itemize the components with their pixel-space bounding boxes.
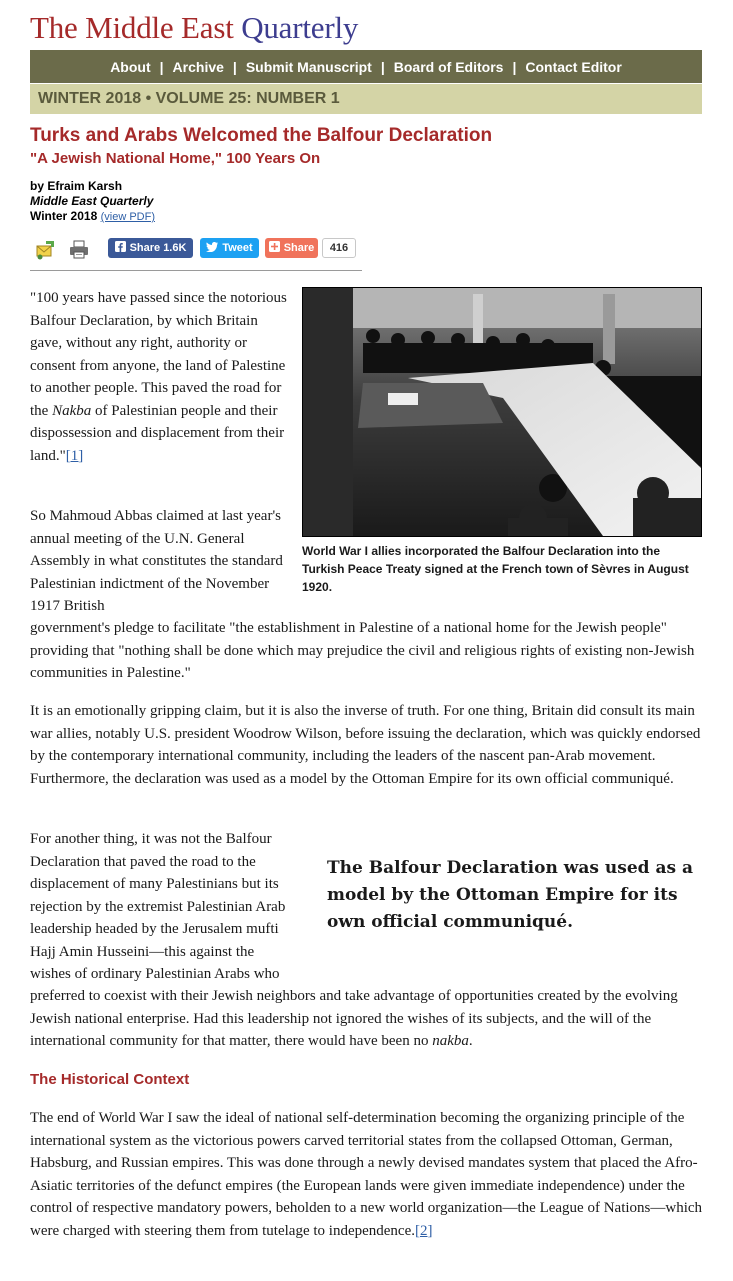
view-pdf-link[interactable]: (view PDF) <box>100 211 155 223</box>
treaty-photo <box>302 287 702 537</box>
author: by Efraim Karsh <box>30 179 123 193</box>
paragraph-text: The end of World War I saw the ideal of national self-determination becoming the organizing principle of the international system as the victorious powers carved territorial states from the collapsed Ottoman, German, Habsburg, and Russian empires. This was done through a newly devised mandates system that placed the Afro-Asiatic territories of the defunct empires (the European lands were given immediate independence) under the control of respective mandatory powers, beholden to a new world organization—the League of Nations—which were charged with steering them from tutelage to independence. <box>30 1110 703 1239</box>
footnote-link-1[interactable]: [1] <box>65 447 84 464</box>
footnote-link-2[interactable]: [2] <box>415 1222 433 1239</box>
nav-submit-manuscript[interactable]: Submit Manuscript <box>245 58 372 75</box>
paragraph-italic: nakba <box>432 1033 469 1049</box>
article-figure <box>302 287 702 596</box>
share-toolbar <box>34 236 364 260</box>
paragraph-inverse-truth: It is an emotionally gripping claim, but it is also the inverse of truth. For one thing, Britain did consult its main war allies, notably U.S. president Woodrow Wilson, before issuing the declaration, which was quickly endorsed by the contemporary international community, including the leaders of the nascent pan-Arab movement. Furthermore, the declaration was used as a model by the Ottoman Empire for its own official communiqué. <box>30 703 701 787</box>
print-icon[interactable] <box>68 238 90 265</box>
nav-separator: | <box>380 58 385 75</box>
tweet-button[interactable] <box>200 238 259 258</box>
paragraph-abbas-narrow: So Mahmoud Abbas claimed at last year's annual meeting of the U.N. General Assembly in what constitutes the standard Palestinian indictment of the November 1917 British <box>30 508 283 614</box>
facebook-icon <box>115 241 126 255</box>
nav-separator: | <box>512 58 517 75</box>
paragraph-text: "100 years have passed since the notorious Balfour Declaration, by which Britain gave, without any right, authority or consent from anyone, the land of Palestine to another people. This paved the road for the <box>30 290 287 419</box>
plus-icon <box>269 241 280 255</box>
tweet-label: Tweet <box>222 242 253 254</box>
nav-about[interactable]: About <box>110 58 151 75</box>
paragraph-historical-context <box>30 1107 708 1242</box>
paragraph-abbas-full: government's pledge to facilitate "the establishment in Palestine of a national home for the Jewish people" providing that "nothing shall be done which may prejudice the civil and religious rights of existing non-Jewish communities in Palestine." <box>30 620 695 681</box>
nav-board-of-editors[interactable]: Board of Editors <box>393 58 504 75</box>
twitter-icon <box>206 242 218 255</box>
publication-date-line <box>30 209 155 225</box>
section-heading: The Historical Context <box>30 1071 190 1088</box>
paragraph-another-thing-full <box>30 985 708 1053</box>
paragraph-text: of Palestinian people and their dispossession and displacement from their land." <box>30 402 285 464</box>
nav-archive[interactable]: Archive <box>172 58 224 75</box>
facebook-share-label: Share 1.6K <box>129 242 187 254</box>
pull-quote: The Balfour Declaration was used as a model by the Ottoman Empire for its own official communiqué. <box>327 858 693 932</box>
paragraph-text: . <box>468 1033 473 1049</box>
email-icon[interactable] <box>34 238 56 265</box>
byline <box>30 179 155 225</box>
publication-date: Winter 2018 <box>30 209 98 223</box>
nav-separator: | <box>159 58 164 75</box>
figure-caption: World War I allies incorporated the Balfour Declaration into the Turkish Peace Treaty signed at the French town of Sèvres in August 1920. <box>302 544 689 594</box>
share-button[interactable] <box>265 238 318 258</box>
facebook-share-button[interactable] <box>108 238 193 258</box>
nav-contact-editor[interactable]: Contact Editor <box>525 58 622 75</box>
paragraph-another-thing-narrow: For another thing, it was not the Balfour Declaration that paved the road to the displacement of many Palestinians but its rejection by the extremist Palestinian Arab leadership headed by the Jerusalem mufti Hajj Amin Husseini—this against the wishes of ordinary Palestinian Arabs who <box>30 831 286 982</box>
journal-name: Middle East Quarterly <box>30 194 154 208</box>
site-title[interactable] <box>30 10 358 46</box>
main-nav <box>30 50 702 83</box>
paragraph-text: preferred to coexist with their Jewish neighbors and take advantage of opportunities created by the evolving Jewish national enterprise. Had this leadership not ignored the wishes of its subjects, and the will of the international community for that matter, there would have been no <box>30 988 678 1049</box>
article-title: Turks and Arabs Welcomed the Balfour Declaration <box>30 125 493 146</box>
issue-bar <box>30 84 702 114</box>
share-divider <box>30 270 362 271</box>
site-title-part1: The Middle East <box>30 10 234 45</box>
site-title-part2: Quarterly <box>241 10 359 45</box>
paragraph-quote <box>30 287 292 467</box>
share-label: Share <box>283 242 315 254</box>
nav-separator: | <box>232 58 237 75</box>
issue-label: WINTER 2018 • VOLUME 25: NUMBER 1 <box>38 90 340 107</box>
paragraph-italic: Nakba <box>52 402 92 419</box>
share-count: 416 <box>322 238 356 258</box>
article-subtitle: "A Jewish National Home," 100 Years On <box>30 150 321 167</box>
